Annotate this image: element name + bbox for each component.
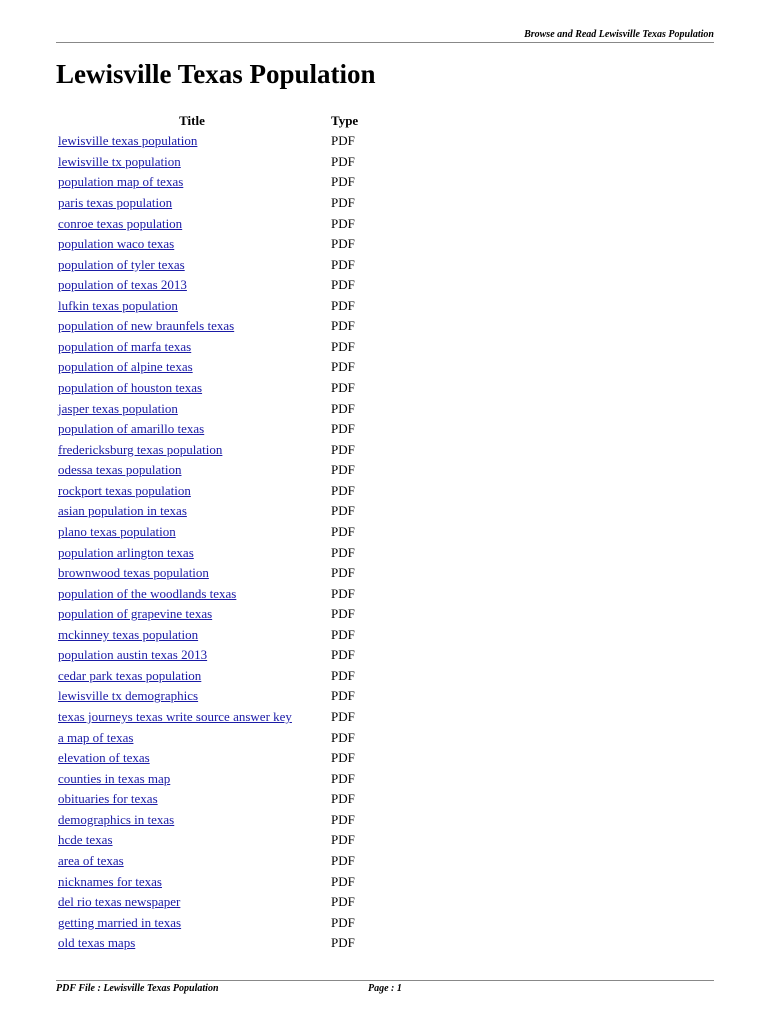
document-link[interactable]: conroe texas population: [58, 215, 183, 231]
title-cell: [56, 213, 328, 234]
table-row: [56, 583, 358, 604]
title-cell: [56, 152, 328, 173]
file-type-label: PDF: [331, 153, 355, 169]
table-row: [56, 419, 358, 440]
footer-page-number: Page : 1: [368, 983, 402, 994]
document-link[interactable]: hcde texas: [58, 832, 113, 848]
title-cell: [56, 789, 328, 810]
file-type-label: PDF: [331, 174, 355, 190]
table-row: [56, 522, 358, 543]
title-cell: [56, 625, 328, 646]
file-type-label: PDF: [331, 729, 355, 745]
title-cell: [56, 686, 328, 707]
document-link[interactable]: lewisville tx demographics: [58, 688, 199, 704]
file-type-label: PDF: [331, 462, 355, 478]
title-cell: [56, 830, 328, 851]
title-cell: [56, 234, 328, 255]
column-header-title: Title: [179, 112, 205, 128]
document-link[interactable]: population of houston texas: [58, 380, 203, 396]
table-row: [56, 439, 358, 460]
file-type-label: PDF: [331, 750, 355, 766]
title-cell: [56, 398, 328, 419]
table-row: [56, 871, 358, 892]
file-type-label: PDF: [331, 421, 355, 437]
document-link[interactable]: a map of texas: [58, 729, 134, 745]
page-title: Lewisville Texas Population: [56, 59, 376, 89]
document-link[interactable]: asian population in texas: [58, 503, 187, 519]
title-cell: [56, 357, 328, 378]
document-link[interactable]: population of texas 2013: [58, 277, 187, 293]
document-link[interactable]: population austin texas 2013: [58, 647, 208, 663]
table-row: [56, 810, 358, 831]
table-row: [56, 851, 358, 872]
file-type-label: PDF: [331, 380, 355, 396]
document-link[interactable]: plano texas population: [58, 523, 176, 539]
document-link[interactable]: odessa texas population: [58, 462, 182, 478]
table-row: [56, 152, 358, 173]
document-link[interactable]: population waco texas: [58, 236, 175, 252]
title-cell: [56, 275, 328, 296]
document-link[interactable]: old texas maps: [58, 935, 136, 951]
title-cell: [56, 501, 328, 522]
document-link[interactable]: population of tyler texas: [58, 256, 185, 272]
title-cell: [56, 892, 328, 913]
document-link[interactable]: del rio texas newspaper: [58, 894, 181, 910]
table-row: [56, 707, 358, 728]
file-type-label: PDF: [331, 544, 355, 560]
title-cell: [56, 439, 328, 460]
footer-file-label: PDF File : Lewisville Texas Population: [56, 983, 219, 994]
file-type-label: PDF: [331, 256, 355, 272]
document-link[interactable]: area of texas: [58, 852, 124, 868]
document-link[interactable]: lufkin texas population: [58, 297, 178, 313]
document-link[interactable]: population of marfa texas: [58, 338, 192, 354]
title-cell: [56, 645, 328, 666]
file-type-label: PDF: [331, 441, 355, 457]
file-type-label: PDF: [331, 297, 355, 313]
title-cell: [56, 522, 328, 543]
table-row: [56, 213, 358, 234]
title-cell: [56, 727, 328, 748]
title-cell: [56, 316, 328, 337]
footer-rule: [56, 980, 714, 981]
table-row: [56, 481, 358, 502]
document-link[interactable]: demographics in texas: [58, 811, 175, 827]
file-type-label: PDF: [331, 626, 355, 642]
title-cell: [56, 810, 328, 831]
header-rule: [56, 42, 714, 43]
file-type-label: PDF: [331, 503, 355, 519]
file-type-label: PDF: [331, 688, 355, 704]
file-type-label: PDF: [331, 811, 355, 827]
document-link[interactable]: paris texas population: [58, 194, 173, 210]
table-row: [56, 316, 358, 337]
file-type-label: PDF: [331, 770, 355, 786]
title-cell: [56, 296, 328, 317]
document-link[interactable]: lewisville tx population: [58, 153, 181, 169]
table-row: [56, 193, 358, 214]
title-cell: [56, 460, 328, 481]
file-type-label: PDF: [331, 215, 355, 231]
table-row: [56, 933, 358, 954]
document-link[interactable]: brownwood texas population: [58, 565, 209, 581]
file-type-label: PDF: [331, 565, 355, 581]
document-link[interactable]: texas journeys texas write source answer key: [58, 709, 292, 725]
table-row: [56, 645, 358, 666]
title-cell: [56, 254, 328, 275]
file-type-label: PDF: [331, 709, 355, 725]
file-type-label: PDF: [331, 914, 355, 930]
document-link[interactable]: rockport texas population: [58, 482, 191, 498]
title-cell: [56, 481, 328, 502]
table-header-row: [56, 110, 358, 131]
document-link[interactable]: jasper texas population: [58, 400, 178, 416]
table-row: [56, 912, 358, 933]
file-type-label: PDF: [331, 194, 355, 210]
file-type-label: PDF: [331, 873, 355, 889]
table-row: [56, 727, 358, 748]
file-type-label: PDF: [331, 791, 355, 807]
table-row: [56, 892, 358, 913]
table-body: [56, 131, 358, 954]
document-link[interactable]: population of new braunfels texas: [58, 318, 235, 334]
file-type-label: PDF: [331, 400, 355, 416]
document-link[interactable]: lewisville texas population: [58, 133, 198, 149]
document-link[interactable]: elevation of texas: [58, 750, 150, 766]
table-row: [56, 296, 358, 317]
title-cell: [56, 768, 328, 789]
document-link[interactable]: fredericksburg texas population: [58, 441, 223, 457]
table-row: [56, 275, 358, 296]
document-link[interactable]: population of alpine texas: [58, 359, 193, 375]
title-cell: [56, 419, 328, 440]
document-link[interactable]: counties in texas map: [58, 770, 171, 786]
file-type-label: PDF: [331, 523, 355, 539]
document-link[interactable]: population map of texas: [58, 174, 184, 190]
title-cell: [56, 748, 328, 769]
document-link[interactable]: population of amarillo texas: [58, 421, 205, 437]
table-row: [56, 789, 358, 810]
file-type-label: PDF: [331, 647, 355, 663]
title-cell: [56, 172, 328, 193]
title-cell: [56, 337, 328, 358]
table-row: [56, 234, 358, 255]
file-type-label: PDF: [331, 133, 355, 149]
table-row: [56, 398, 358, 419]
table-row: [56, 563, 358, 584]
file-type-label: PDF: [331, 338, 355, 354]
table-row: [56, 666, 358, 687]
file-type-label: PDF: [331, 585, 355, 601]
file-type-label: PDF: [331, 894, 355, 910]
file-type-label: PDF: [331, 606, 355, 622]
document-link[interactable]: obituaries for texas: [58, 791, 158, 807]
table-row: [56, 686, 358, 707]
document-link[interactable]: population arlington texas: [58, 544, 194, 560]
table-row: [56, 542, 358, 563]
document-link[interactable]: cedar park texas population: [58, 667, 202, 683]
title-cell: [56, 378, 328, 399]
title-cell: [56, 851, 328, 872]
file-type-label: PDF: [331, 236, 355, 252]
file-type-label: PDF: [331, 667, 355, 683]
file-type-label: PDF: [331, 832, 355, 848]
table-row: [56, 830, 358, 851]
document-link[interactable]: mckinney texas population: [58, 626, 199, 642]
table-row: [56, 625, 358, 646]
table-row: [56, 254, 358, 275]
title-cell: [56, 933, 328, 954]
table-row: [56, 172, 358, 193]
table-row: [56, 604, 358, 625]
table-row: [56, 337, 358, 358]
document-table: [56, 110, 358, 954]
file-type-label: PDF: [331, 359, 355, 375]
title-cell: [56, 912, 328, 933]
title-cell: [56, 583, 328, 604]
table-row: [56, 460, 358, 481]
title-cell: [56, 666, 328, 687]
title-cell: [56, 707, 328, 728]
file-type-label: PDF: [331, 935, 355, 951]
title-cell: [56, 604, 328, 625]
table-row: [56, 748, 358, 769]
table-row: [56, 378, 358, 399]
document-link[interactable]: getting married in texas: [58, 914, 182, 930]
document-link[interactable]: population of the woodlands texas: [58, 585, 237, 601]
file-type-label: PDF: [331, 482, 355, 498]
title-cell: [56, 131, 328, 152]
title-cell: [56, 542, 328, 563]
file-type-label: PDF: [331, 852, 355, 868]
file-type-label: PDF: [331, 318, 355, 334]
column-header-type: Type: [331, 112, 359, 128]
file-type-label: PDF: [331, 277, 355, 293]
table-row: [56, 501, 358, 522]
title-cell: [56, 871, 328, 892]
running-header: Browse and Read Lewisville Texas Population: [524, 29, 714, 40]
table-row: [56, 131, 358, 152]
title-cell: [56, 563, 328, 584]
document-link[interactable]: population of grapevine texas: [58, 606, 213, 622]
table-row: [56, 357, 358, 378]
document-link[interactable]: nicknames for texas: [58, 873, 162, 889]
table-row: [56, 768, 358, 789]
title-cell: [56, 193, 328, 214]
